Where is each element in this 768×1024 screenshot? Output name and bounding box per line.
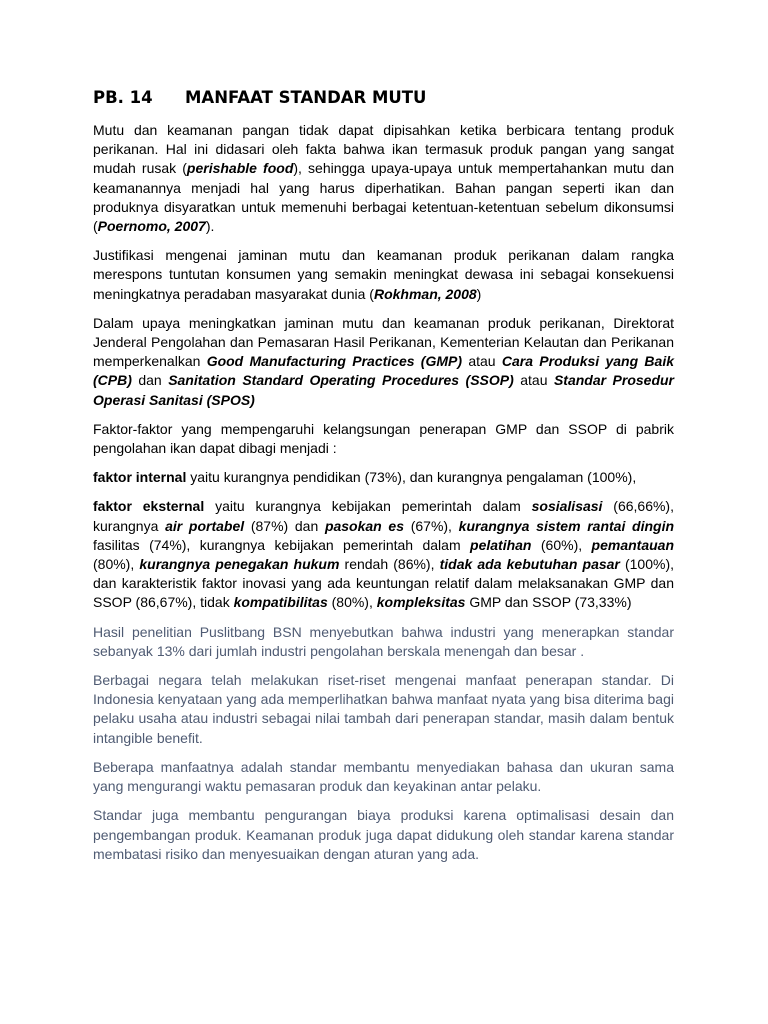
text-run: Mutu dan keamanan pangan tidak dapat dipisahkan ketika berbicara tentang produk perikanan. Hal ini didasari oleh fakta bahwa ikan termasuk produk pangan yang sangat mudah rusak ( (93, 122, 674, 177)
text-run: (87%) dan (244, 517, 325, 534)
text-run: rendah (86%), (339, 556, 440, 573)
text-run: ), sehingga upaya-upaya untuk mempertahankan mutu dan keamanannya menjadi hal yang harus diperhatikan. Bahan pangan seperti ikan dan produknya disyaratkan untuk memenuhi berbagai ketentuan-ketentuan sebelum dikonsumsi ( (93, 160, 675, 235)
emphasized-text: pelatihan (470, 536, 532, 553)
text-run: ). (205, 218, 215, 235)
emphasized-text: tidak ada kebutuhan pasar (439, 556, 620, 573)
text-run: atau (513, 372, 554, 389)
text-run: atau (462, 353, 502, 370)
emphasized-text: sosialisasi (531, 498, 603, 515)
emphasized-text: kompleksitas (376, 594, 466, 611)
emphasized-text: Standar Prosedur Operasi Sanitasi (SPOS) (93, 372, 675, 408)
emphasized-text: kurangnya penegakan hukum (139, 556, 340, 573)
text-run: (67%), (404, 517, 459, 534)
section-title: MANFAAT STANDAR MUTU (185, 88, 427, 107)
emphasized-text: pemantauan (591, 536, 674, 553)
text-run: Justifikasi mengenai jaminan mutu dan keamanan produk perikanan dalam rangka merespons tuntutan konsumen yang semakin meningkat dewasa ini sebagai konsekuensi meningkatnya peradaban masyarakat dunia ( (93, 247, 674, 302)
paragraph-factors (93, 420, 674, 458)
paragraph-internal-factors (93, 468, 674, 487)
emphasized-text: pasokan es (324, 517, 405, 534)
page-title (93, 88, 674, 107)
section-number: PB. 14 (93, 88, 153, 107)
text-run: (66,66%), kurangnya (93, 498, 674, 534)
emphasized-text: kurangnya sistem rantai dingin (458, 517, 675, 534)
paragraph-gmp-ssop (93, 314, 674, 410)
text-run: Standar juga membantu pengurangan biaya produksi karena optimalisasi desain dan pengembangan produk. Keamanan produk juga dapat didukung oleh standar karena standar membatasi risiko dan menyesuaikan dengan aturan yang ada. (93, 807, 674, 862)
paragraph-intro (93, 121, 674, 236)
text-run: dan (131, 372, 169, 389)
text-run: (80%), (93, 556, 140, 573)
paragraph-external-factors (93, 497, 674, 612)
text-run: Beberapa manfaatnya adalah standar membantu menyediakan bahasa dan ukuran sama yang mengurangi waktu pemasaran produk dan keyakinan antar pelaku. (93, 758, 674, 795)
emphasized-text: kompatibilitas (233, 594, 328, 611)
emphasized-text: Cara Produksi yang Baik (CPB) (93, 353, 675, 389)
emphasized-text: Rokhman, 2008 (373, 285, 477, 302)
text-run: Faktor-faktor yang mempengaruhi kelangsungan penerapan GMP dan SSOP di pabrik pengolahan ikan dapat dibagi menjadi : (93, 420, 674, 457)
emphasized-text: Sanitation Standard Operating Procedures (SSOP) (168, 372, 514, 389)
paragraph-standard-benefits (93, 671, 674, 748)
text-run: yaitu kurangnya pendidikan (73%), dan kurangnya pengalaman (100%), (186, 469, 637, 486)
text-run: GMP dan SSOP (73,33%) (465, 594, 632, 611)
text-run: (80%), (327, 594, 377, 611)
text-run: fasilitas (74%), kurangnya kebijakan pemerintah dalam (93, 536, 471, 553)
text-run: Hasil penelitian Puslitbang BSN menyebutkan bahwa industri yang menerapkan standar sebanyak 13% dari jumlah industri pengolahan berskala menengah dan besar . (93, 623, 674, 659)
paragraph-justification (93, 246, 674, 304)
text-run: Dalam upaya meningkatkan jaminan mutu dan keamanan produk perikanan, Direktorat Jenderal Pengolahan dan Pemasaran Hasil Perikanan, Kementerian Kelautan dan Perikanan memperkenalkan (93, 314, 674, 370)
emphasized-text: Good Manufacturing Practices (GMP) (206, 353, 463, 370)
emphasized-text: faktor internal (93, 469, 187, 486)
emphasized-text: Poernomo, 2007 (97, 218, 206, 235)
emphasized-text: perishable food (186, 160, 294, 177)
text-run: ) (476, 285, 482, 302)
emphasized-text: air portabel (165, 517, 245, 534)
text-run: (100%), dan karakteristik faktor inovasi yang ada keuntungan relatif dalam melaksanakan GMP dan SSOP (86,67%), tidak (93, 556, 675, 611)
paragraph-bsn-research (93, 623, 674, 661)
paragraph-benefit-language (93, 758, 674, 796)
text-run: yaitu kurangnya kebijakan pemerintah dalam (204, 498, 532, 515)
emphasized-text: faktor eksternal (93, 498, 205, 515)
text-run: (60%), (531, 536, 592, 553)
paragraph-cost-reduction (93, 806, 674, 864)
text-run: Berbagai negara telah melakukan riset-riset mengenai manfaat penerapan standar. Di Indonesia kenyataan yang ada memperlihatkan bahwa manfaat nyata yang bisa diterima bagi pelaku usaha atau industri sebagai nilai tambah dari penerapan standar, masih dalam bentuk intangible benefit. (93, 672, 674, 746)
